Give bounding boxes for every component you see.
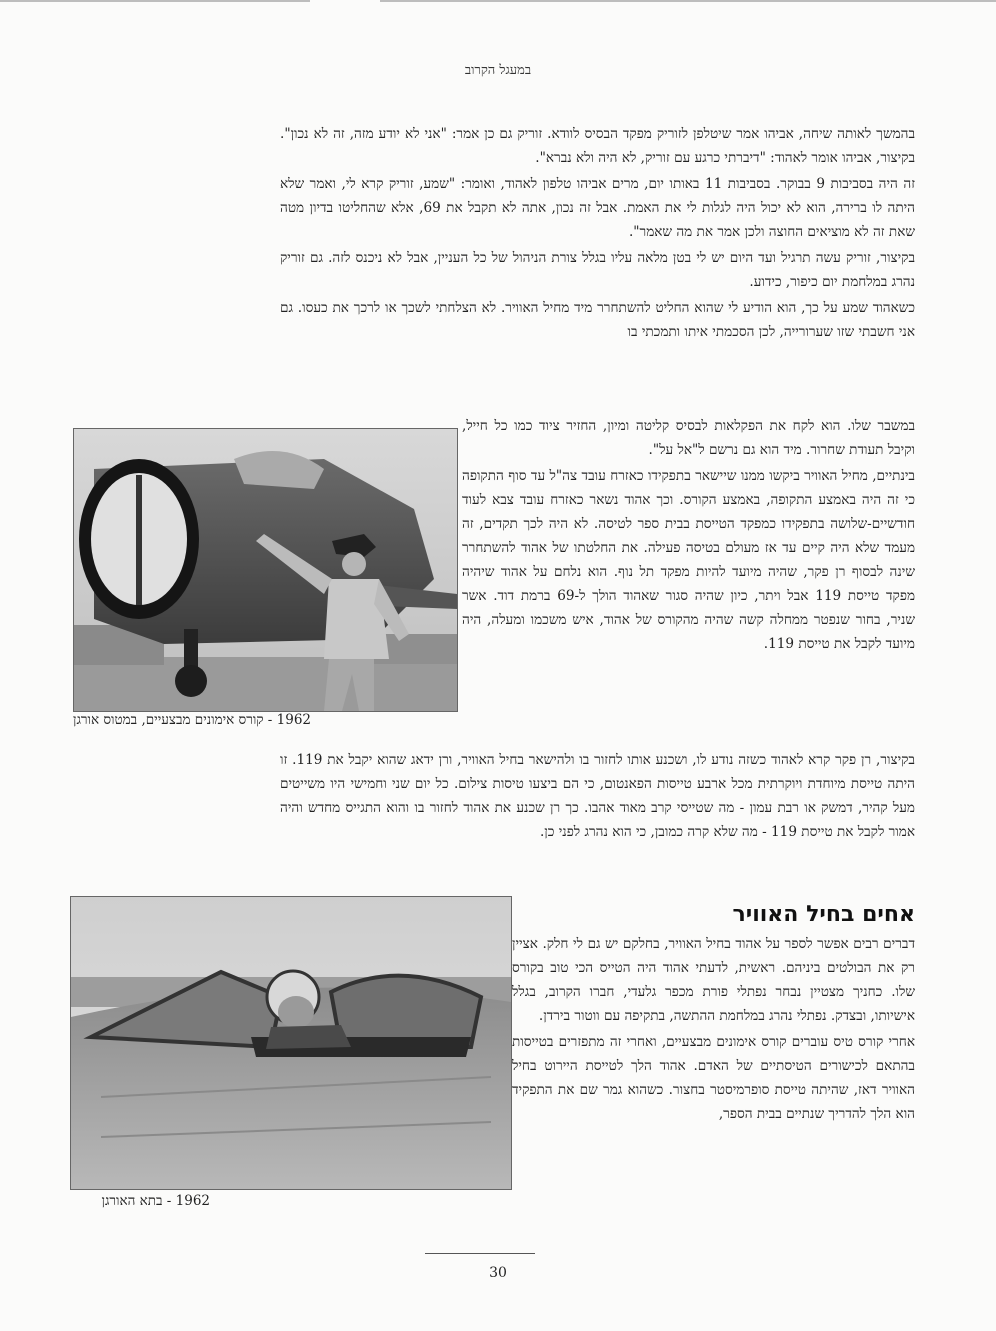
section-heading: אחים בחיל האוויר <box>732 902 915 927</box>
paragraph: דברים רבים אפשר לספר על אהוד בחיל האוויר, בחלקם יש גם לי חלק. אציין רק את הבולטים ביניהם. ראשית, לדעתי אהוד היה הטייס הכי טוב בקורס שלו. כחניך מצטיין נבחר נפתלי פורת מכפר גלעדי, חברו הקרוב, בגלל אישיותו, ובצדק. נפתלי נהרג במלחמת ההתשה, בתקיפה עם ווטור בירדן. <box>512 936 915 1024</box>
photo-caption: 1962 - בתא האורגן <box>101 1193 210 1209</box>
scan-edge-line <box>380 0 996 2</box>
section-text <box>512 932 915 1128</box>
paragraph: בקיצור, רן פקר קרא לאהוד כשזה נודע לו, ושכנע אותו לחזור בו ולהישאר בחיל האוויר, ורן ידאג שהוא יקבל את 119. זו היתה טייסת מיוחדת ויוקרתית מכל ארבע טייסות הפאנטום, כי הם ביצעו טיסות צילום. כל יום שני וחמישי היו משייטים מעל קהיר, דמשק או רבת עמון - מה שטייסי קרב מאוד אהבו. כך רן שכנע את אהוד לחזור בו והוא התגייס מחדש והיה אמור לקבל את טייסת 119 - מה שלא קרה כמובן, כי הוא נהרג לפני כן. <box>280 752 915 840</box>
scan-edge-line <box>0 0 310 2</box>
photo-pilot-in-cockpit <box>70 896 512 1190</box>
body-text-middle <box>462 414 915 658</box>
paragraph: זה היה בסביבות 9 בבוקר. בסביבות 11 באותו יום, מרים אביהו טלפון לאהוד, ואומר: "שמע, זוריק קרא לי, ואמר שלא היתה לו ברירה, הוא לא יכול היה לגלות לי את האמת. אבל זה נכון, אתה לא תקבל את 69, אלא שהחליטו בדיון מטה שאת זה לא מוציאים החוצה ולכן אמר את מה שאמר". <box>280 176 916 240</box>
body-text-top <box>280 122 915 346</box>
paragraph: בקיצור, זוריק עשה תרגיל ועד היום יש לי בטן מלאה עליו בגלל צורת הניהול של כל העניין, אבל לא ניכנס לזה. גם זוריק נהרג במלחמת יום כיפור, כידוע. <box>280 250 915 290</box>
body-text-wide <box>280 748 915 846</box>
paragraph: בהמשך לאותה שיחה, אביהו אמר שיטלפן לזוריק מפקד הבסיס לוודא. זוריק גם כן אמר: "אני לא יודע מזה, זה לא נכון". בקיצור, אביהו אומר לאהוד: "דיברתי כרגע עם זוריק, לא היה ולא נברא". <box>280 126 915 166</box>
paragraph: במשבר שלו. הוא לקח את הפקלאות לבסיס קליטה ומיון, החזיר ציוד כמו כל חייל, וקיבל תעודת שחרור. מיד הוא גם נרשם ל"אל על". <box>462 418 915 458</box>
running-header: במעגל הקרוב <box>464 63 532 78</box>
photo-caption: 1962 - קורס אימונים מבצעיים, במטוס אורגן <box>73 712 312 728</box>
footer-rule <box>425 1253 535 1254</box>
photo-pilot-beside-jet <box>73 428 458 712</box>
paragraph: בינתיים, מחיל האוויר ביקשו ממנו שיישאר בתפקידו כאזרח עובד צה"ל עד סוף התקופה כי זה היה באמצע התקופה, באמצע הקורס. וכך אהוד נשאר כאזרח עובד צבא לעוד חודשיים-שלושה בתפקידו כמפקד הטייסת בבית ספר לטיסה. לא היה לכך תקדים, זה מעמד שלא היה קיים עד אז מעולם בטיסה פעילה. את החלטתו של אהוד להשתחרר שינה לבסוף רן פקר, שהיה מיועד להיות מפקד תל נוף. הוא נלחם על אהוד שיהיה מפקד טייסת 119 אבל ויתר, כיון שהיה סגור שאהוד הולך ל-69 ברמת דוד. אשר שניר, בחור שנפטר ממחלה קשה שהיה מהקורס של אהוד, איש משכמו ומעלה, היה מיועד לקבל את טייסת 119. <box>462 468 916 652</box>
paragraph: כשאהוד שמע על כך, הוא הודיע לי שהוא החליט להשתחרר מיד מחיל האוויר. לא הצלחתי לשכך או לרכך את כעסו. גם אני חשבתי שזו שערורייה, לכן הסכמתי איתו ותמכתי בו <box>280 300 915 340</box>
page-number: 30 <box>489 1265 507 1281</box>
paragraph: אחרי קורס טיס עוברים קורס אימונים מבצעיים, ואחרי זה מתפזרים בטייסות בהתאם לכישורים הטיסתיים של האדם. אהוד הלך לטייסת היירוט בחיל האוויר דאז, שהיתה טייסת סופרמיסטר בחצור. כשהוא גמר שם את התפקיד הוא הלך להדריך שנתיים בבית הספר, <box>512 1034 915 1122</box>
